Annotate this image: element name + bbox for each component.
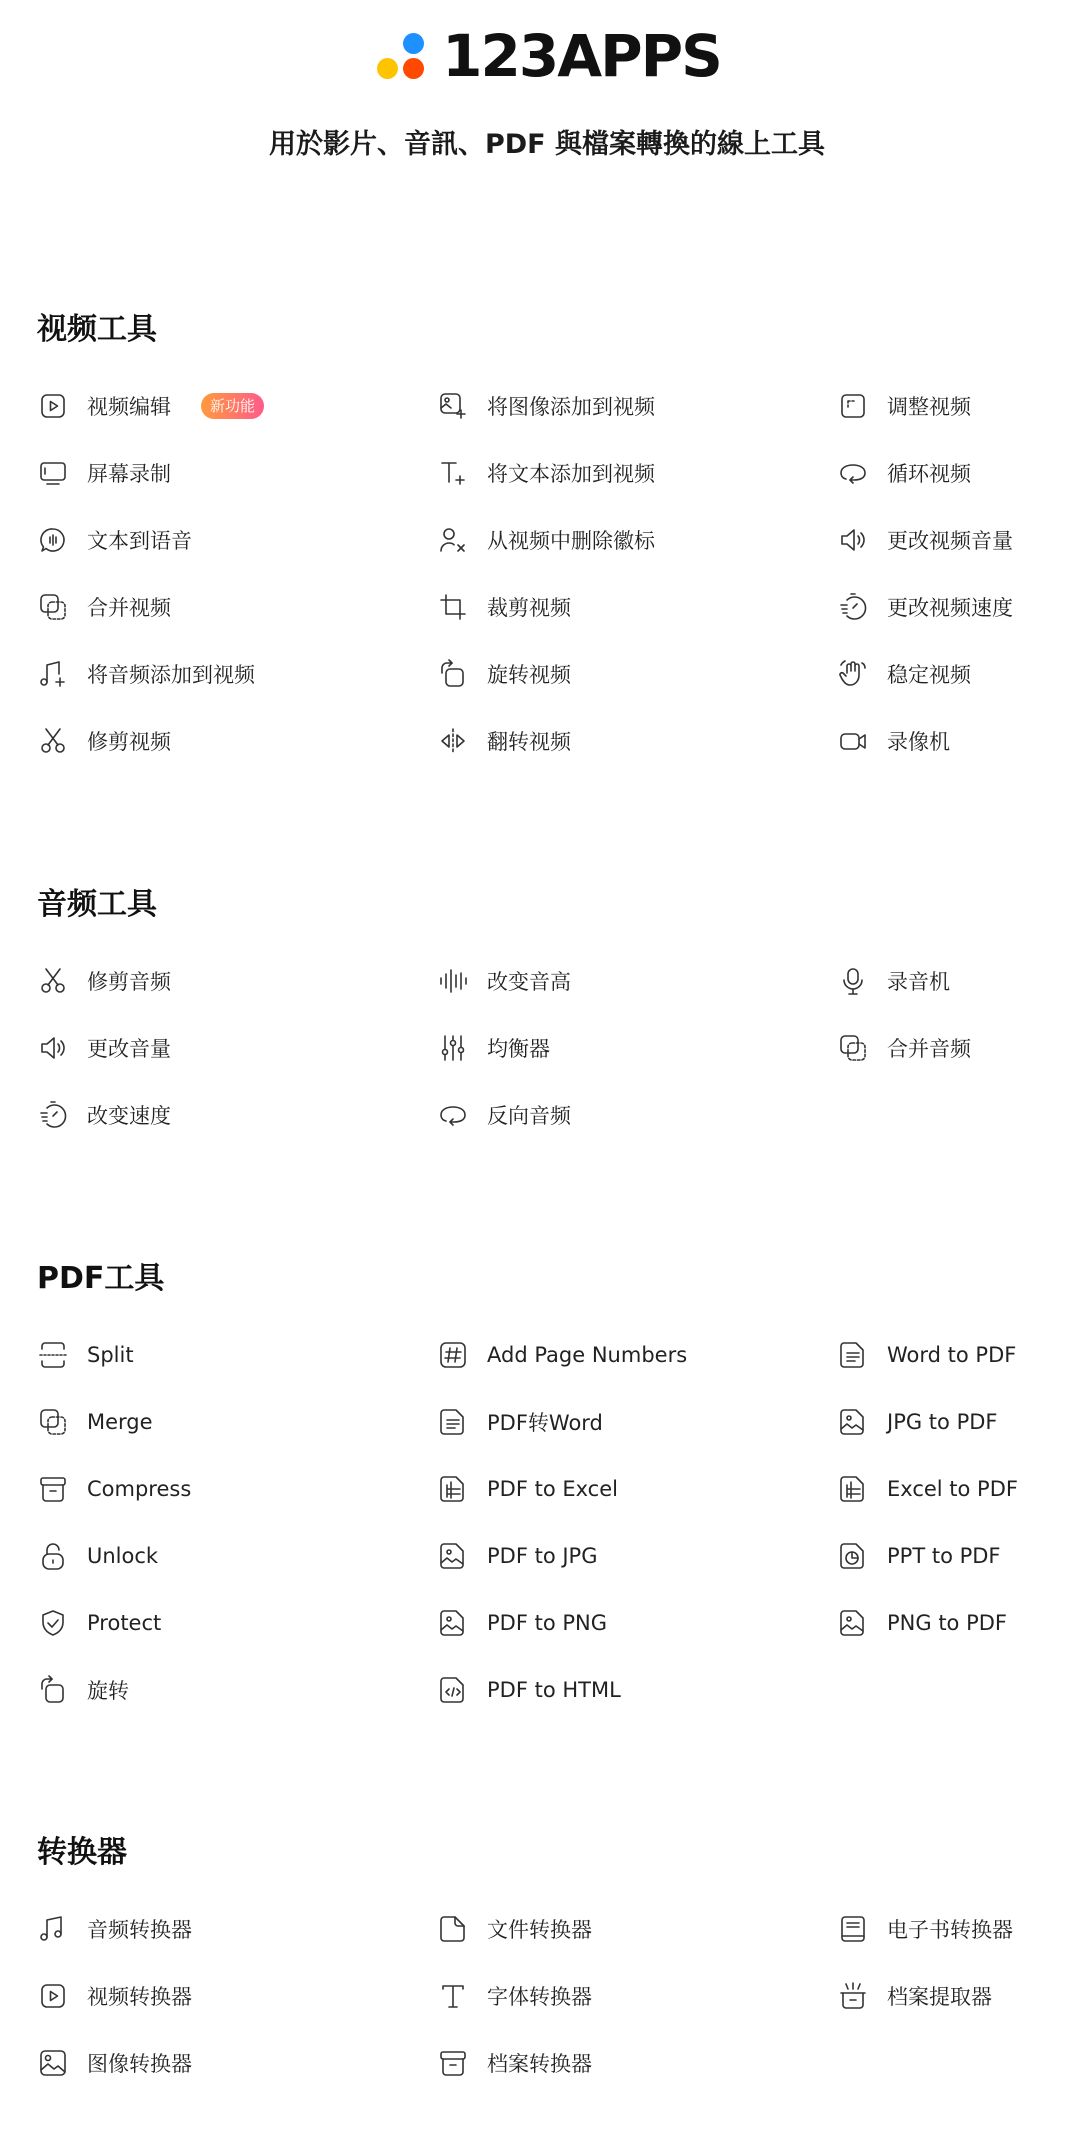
table-doc-icon — [437, 1473, 469, 1505]
section-video-tools — [37, 308, 1047, 754]
tool-item[interactable] — [437, 1014, 837, 1081]
tool-label: Split — [87, 1342, 134, 1367]
archive-icon — [437, 2047, 469, 2079]
logo-red-dot — [403, 58, 424, 79]
tool-grid — [37, 1895, 1047, 2096]
tool-label: PDF to PNG — [487, 1610, 607, 1635]
speech-icon — [37, 524, 69, 556]
tool-label: 稳定视频 — [887, 662, 971, 687]
tool-label: 文件转换器 — [487, 1917, 592, 1942]
tool-label: 循环视频 — [887, 461, 971, 486]
tool-label: 音频转换器 — [87, 1917, 192, 1942]
image-doc-icon — [437, 1607, 469, 1639]
archive-icon — [37, 1473, 69, 1505]
unlock-icon — [37, 1540, 69, 1572]
tool-item[interactable] — [37, 1589, 437, 1656]
section-pdf-tools — [37, 1257, 1047, 1703]
camera-icon — [837, 725, 869, 757]
tool-item[interactable] — [437, 947, 837, 1014]
tool-label: Excel to PDF — [887, 1476, 1018, 1501]
extract-icon — [837, 1980, 869, 2012]
tool-label: 视频编辑 — [87, 394, 171, 419]
image-plus-icon — [437, 390, 469, 422]
tool-label: PDF to Excel — [487, 1476, 618, 1501]
tool-item[interactable] — [437, 1895, 837, 1962]
section-converters — [37, 1831, 1047, 2076]
tool-item[interactable] — [437, 1081, 837, 1148]
tool-item[interactable] — [437, 640, 837, 707]
volume-icon — [37, 1032, 69, 1064]
tool-item[interactable] — [837, 372, 1047, 439]
remove-logo-icon — [437, 524, 469, 556]
tool-label: 图像转换器 — [87, 2051, 192, 2076]
tool-label: PDF转Word — [487, 1410, 603, 1435]
image-doc-icon — [437, 1540, 469, 1572]
tool-item[interactable] — [837, 640, 1047, 707]
tool-label: 将图像添加到视频 — [487, 394, 655, 419]
tool-item[interactable] — [437, 1522, 837, 1589]
tool-label: 录音机 — [887, 969, 950, 994]
tool-label: 更改视频音量 — [887, 528, 1013, 553]
font-icon — [437, 1980, 469, 2012]
logo-dots-icon — [374, 29, 428, 83]
image-doc-icon — [837, 1406, 869, 1438]
tool-item[interactable] — [837, 1388, 1047, 1455]
tool-item[interactable] — [437, 1388, 837, 1455]
monitor-icon — [37, 457, 69, 489]
tool-item[interactable] — [37, 1321, 437, 1388]
volume-icon — [837, 524, 869, 556]
tool-label: 改变音高 — [487, 969, 571, 994]
tool-label: 修剪音频 — [87, 969, 171, 994]
logo-yellow-dot — [377, 58, 398, 79]
tool-grid — [37, 372, 1047, 774]
tool-label: PDF to JPG — [487, 1543, 598, 1568]
tool-grid — [37, 1321, 1047, 1723]
tool-label: 屏幕录制 — [87, 461, 171, 486]
tool-item[interactable] — [37, 439, 437, 506]
loop-icon — [837, 457, 869, 489]
tool-item[interactable] — [837, 1589, 1047, 1656]
resize-icon — [837, 390, 869, 422]
merge-icon — [37, 1406, 69, 1438]
equalizer-icon — [437, 1032, 469, 1064]
tool-label: 视频转换器 — [87, 1984, 192, 2009]
play-square-icon — [37, 390, 69, 422]
tool-label: 电子书转换器 — [887, 1917, 1013, 1942]
tool-label: Add Page Numbers — [487, 1342, 688, 1367]
tool-item[interactable] — [437, 439, 837, 506]
tool-item[interactable] — [37, 1656, 437, 1723]
tool-label: 更改音量 — [87, 1036, 171, 1061]
tool-grid — [37, 947, 1047, 1148]
tool-label: 合并视频 — [87, 595, 171, 620]
tool-label: 改变速度 — [87, 1103, 171, 1128]
tool-item[interactable] — [837, 1321, 1047, 1388]
tool-label: 翻转视频 — [487, 729, 571, 754]
tool-label: 裁剪视频 — [487, 595, 571, 620]
tool-label: 反向音频 — [487, 1103, 571, 1128]
logo-blue-dot — [403, 33, 424, 54]
tool-item[interactable] — [37, 1455, 437, 1522]
tool-item[interactable] — [37, 1522, 437, 1589]
hash-icon — [437, 1339, 469, 1371]
tool-item[interactable] — [437, 372, 837, 439]
tool-item[interactable] — [437, 506, 837, 573]
tool-label: 旋转视频 — [487, 662, 571, 687]
tool-label: 将文本添加到视频 — [487, 461, 655, 486]
tool-item[interactable] — [437, 707, 837, 774]
tool-label: JPG to PDF — [887, 1409, 998, 1434]
tool-label: 档案转换器 — [487, 2051, 592, 2076]
new-badge: 新功能 — [201, 393, 264, 419]
tool-item[interactable] — [437, 2029, 837, 2096]
tool-label: 更改视频速度 — [887, 595, 1013, 620]
tool-label: 旋转 — [87, 1678, 129, 1703]
waveform-icon — [437, 965, 469, 997]
tool-item[interactable] — [437, 1321, 837, 1388]
tool-label: 合并音频 — [887, 1036, 971, 1061]
tool-label: Compress — [87, 1476, 192, 1501]
crop-icon — [437, 591, 469, 623]
merge-icon — [837, 1032, 869, 1064]
tool-label: Protect — [87, 1610, 162, 1635]
tool-item[interactable] — [37, 1081, 437, 1148]
tool-item[interactable] — [837, 573, 1047, 640]
section-title: 音频工具 — [37, 887, 157, 922]
tool-label: 修剪视频 — [87, 729, 171, 754]
shield-icon — [37, 1607, 69, 1639]
tool-label: 档案提取器 — [887, 1984, 992, 2009]
tool-item[interactable] — [37, 1895, 437, 1962]
flip-icon — [437, 725, 469, 757]
tool-item[interactable] — [837, 1455, 1047, 1522]
speed-icon — [37, 1099, 69, 1131]
chart-doc-icon — [837, 1540, 869, 1572]
tool-item[interactable] — [437, 1455, 837, 1522]
text-plus-icon — [437, 457, 469, 489]
tool-item[interactable] — [37, 1388, 437, 1455]
image-icon — [37, 2047, 69, 2079]
tool-label: 从视频中删除徽标 — [487, 528, 655, 553]
document-icon — [437, 1406, 469, 1438]
tool-item[interactable] — [37, 947, 437, 1014]
tool-item[interactable] — [437, 1962, 837, 2029]
section-title: 转换器 — [37, 1835, 127, 1870]
code-doc-icon — [437, 1674, 469, 1706]
rotate-icon — [437, 658, 469, 690]
tool-item[interactable] — [37, 573, 437, 640]
scissors-icon — [37, 725, 69, 757]
section-title: PDF工具 — [37, 1261, 165, 1296]
tool-item[interactable] — [837, 1962, 1047, 2029]
tool-item[interactable] — [837, 1014, 1047, 1081]
scissors-icon — [37, 965, 69, 997]
tool-item[interactable] — [837, 947, 1047, 1014]
tool-item[interactable] — [837, 439, 1047, 506]
tool-label: Merge — [87, 1409, 153, 1434]
tool-item[interactable] — [37, 1962, 437, 2029]
tool-label: 将音频添加到视频 — [87, 662, 255, 687]
tool-label: PDF to HTML — [487, 1677, 621, 1702]
file-icon — [437, 1913, 469, 1945]
tool-label: 文本到语音 — [87, 528, 192, 553]
tool-item[interactable] — [437, 573, 837, 640]
tool-item[interactable] — [37, 2029, 437, 2096]
tool-label: PPT to PDF — [887, 1543, 1001, 1568]
document-icon — [837, 1339, 869, 1371]
tool-item[interactable] — [37, 506, 437, 573]
book-icon — [837, 1913, 869, 1945]
tool-label: 字体转换器 — [487, 1984, 592, 2009]
tool-item[interactable] — [837, 1522, 1047, 1589]
table-doc-icon — [837, 1473, 869, 1505]
tool-label: 均衡器 — [487, 1036, 550, 1061]
merge-icon — [37, 591, 69, 623]
tool-label: 调整视频 — [887, 394, 971, 419]
tool-item[interactable] — [837, 506, 1047, 573]
rotate-icon — [37, 1674, 69, 1706]
tool-label: PNG to PDF — [887, 1610, 1007, 1635]
music-icon — [37, 1913, 69, 1945]
loop-icon — [437, 1099, 469, 1131]
tool-item[interactable] — [837, 1895, 1047, 1962]
logo-text: 123APPS — [442, 22, 721, 90]
split-icon — [37, 1339, 69, 1371]
microphone-icon — [837, 965, 869, 997]
image-doc-icon — [837, 1607, 869, 1639]
tool-item[interactable] — [37, 640, 437, 707]
tool-item[interactable] — [437, 1589, 837, 1656]
play-square-icon — [37, 1980, 69, 2012]
tool-label: 录像机 — [887, 729, 950, 754]
logo[interactable] — [15, 22, 1080, 90]
section-audio-tools — [37, 883, 1047, 1128]
tool-item[interactable] — [837, 707, 1047, 774]
tool-item[interactable] — [37, 1014, 437, 1081]
page-tagline: 用於影片、音訊、PDF 與檔案轉換的線上工具 — [268, 129, 826, 160]
hand-icon — [837, 658, 869, 690]
tool-item[interactable] — [37, 707, 437, 774]
tool-item[interactable] — [37, 372, 437, 439]
tool-item[interactable] — [437, 1656, 837, 1723]
speed-icon — [837, 591, 869, 623]
tool-label: Word to PDF — [887, 1342, 1017, 1367]
section-title: 视频工具 — [37, 312, 157, 347]
music-plus-icon — [37, 658, 69, 690]
tool-label: Unlock — [87, 1543, 159, 1568]
header — [0, 22, 1080, 161]
